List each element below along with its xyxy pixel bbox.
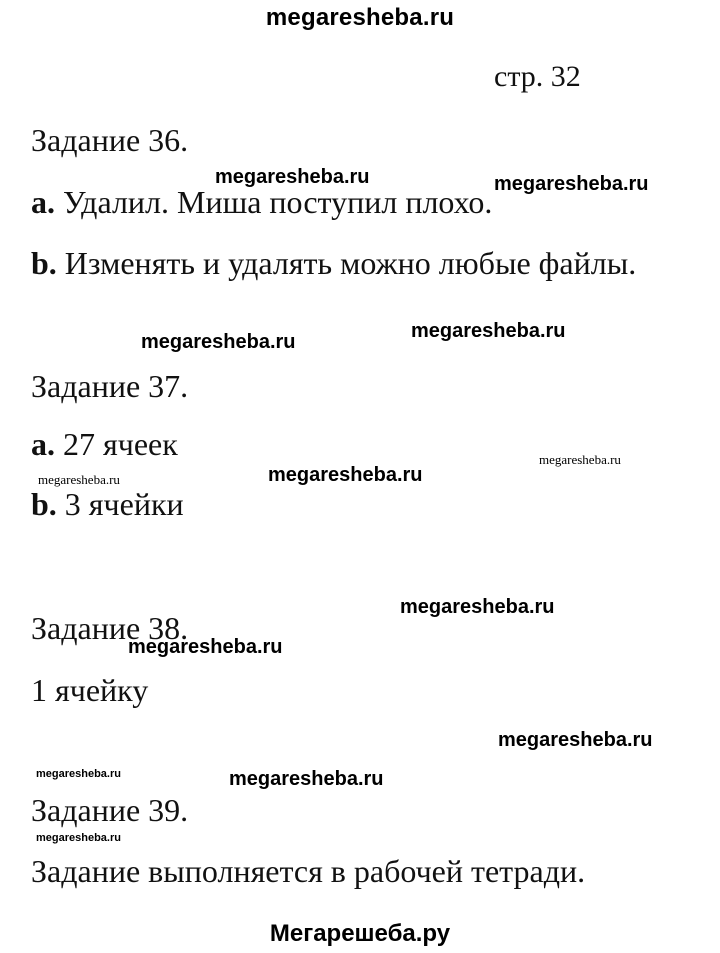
watermark: megaresheba.ru [400, 596, 555, 618]
answer-marker: b. [31, 486, 57, 522]
answer-marker: a. [31, 184, 55, 220]
header-site-name: megaresheba.ru [265, 4, 455, 31]
page-number: стр. 32 [494, 60, 581, 93]
answer-text: 27 ячеек [55, 426, 178, 462]
watermark: megaresheba.ru [141, 331, 296, 353]
answer-marker: a. [31, 426, 55, 462]
watermark: megaresheba.ru [268, 464, 423, 486]
watermark: megaresheba.ru [494, 173, 649, 195]
watermark: megaresheba.ru [498, 729, 653, 751]
watermark: megaresheba.ru [38, 472, 120, 487]
footer-site-name: Мегарешеба.ру [269, 920, 451, 947]
watermark: megaresheba.ru [36, 768, 121, 780]
watermark: megaresheba.ru [411, 320, 566, 342]
answer-marker: b. [31, 245, 57, 281]
watermark: megaresheba.ru [539, 452, 621, 467]
task-37-answer-a [31, 428, 178, 460]
watermark: megaresheba.ru [36, 832, 121, 844]
watermark: megaresheba.ru [215, 166, 370, 188]
answer-text: Удалил. Миша поступил плохо. [55, 184, 493, 220]
watermark: megaresheba.ru [128, 636, 283, 658]
task-37-title: Задание 37. [31, 368, 189, 404]
task-38-answer: 1 ячейку [31, 672, 149, 708]
answer-text: 3 ячейки [56, 486, 184, 522]
task-39-answer: Задание выполняется в рабочей тетради. [31, 853, 586, 889]
answer-text: Изменять и удалять можно любые файлы. [56, 245, 637, 281]
task-39-title: Задание 39. [31, 792, 189, 828]
task-36-title: Задание 36. [31, 122, 189, 158]
watermark: megaresheba.ru [229, 768, 384, 790]
task-38-title: Задание 38. [31, 610, 189, 646]
task-37-answer-b [31, 488, 184, 520]
task-36-answer-a [31, 186, 492, 218]
task-36-answer-b [31, 247, 636, 279]
